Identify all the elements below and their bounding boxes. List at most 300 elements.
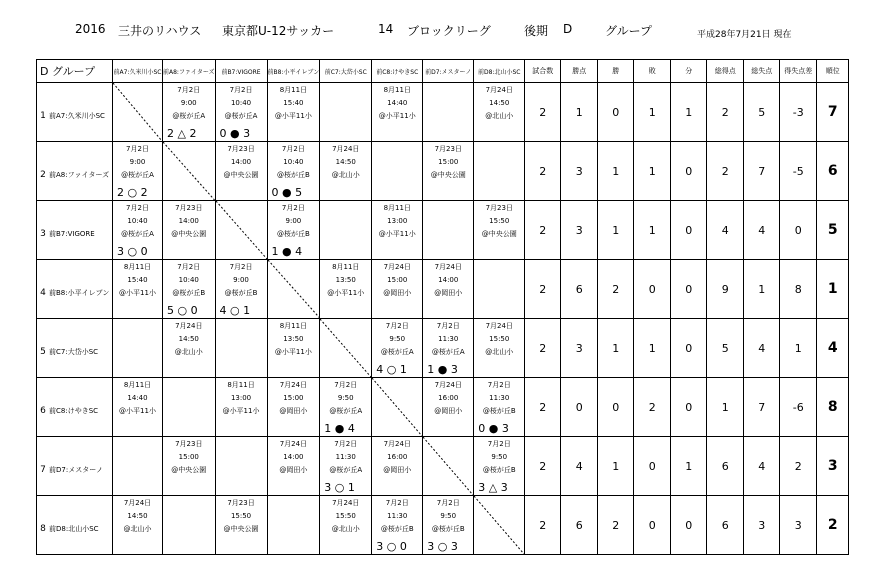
match-time: 15:40 [127,276,148,284]
stat-value: 4 [744,437,780,496]
match-time: 15:50 [335,512,356,520]
match-time: 14:00 [230,158,252,166]
stat-value: 4 [707,201,744,260]
match-venue: @桜が丘A [380,348,414,356]
match-cell [113,378,163,437]
match-cell [163,319,216,378]
match-date: 7月2日 [436,499,460,507]
match-venue: @桜が丘B [172,289,206,297]
stat-value: 2 [598,496,634,555]
stat-value: 1 [598,201,634,260]
match-cell [423,260,474,319]
match-venue: @桜が丘A [431,348,465,356]
match-venue: @小平11小 [327,289,365,297]
stat-value: 1 [598,437,634,496]
stat-value: 1 [634,83,671,142]
match-cell [320,378,372,437]
match-venue: @桜が丘B [276,230,310,238]
stat-value: 3 [780,496,817,555]
match-cell [113,319,163,378]
stat-value: 1 [598,319,634,378]
match-cell [423,83,474,142]
column-team-header: 前B7:VIGORE [215,60,267,83]
match-cell [372,201,423,260]
column-team-header: 前D8:北山小SC [474,60,525,83]
match-cell [215,319,267,378]
stat-value: 2 [634,378,671,437]
row-number: 7 [40,464,46,475]
diagonal-line [372,378,422,436]
column-team-header: 前A8:ファイターズ [163,60,216,83]
table-row [37,378,849,437]
match-time: 14:50 [335,158,356,166]
match-time: 15:50 [230,512,252,520]
row-number: 1 [40,110,46,121]
stat-value: 6 [707,496,744,555]
stat-value: 6 [561,496,598,555]
match-time: 15:00 [387,276,408,284]
match-time: 11:30 [438,335,459,343]
match-score: 3 ○ 0 [376,540,407,553]
match-venue: @中央公園 [430,171,466,179]
table-row [37,319,849,378]
match-cell [113,201,163,260]
stat-value: 1 [671,83,707,142]
stat-value: 5 [744,83,780,142]
match-date: 7月23日 [175,204,203,212]
match-cell [423,496,474,555]
match-time: 14:00 [438,276,459,284]
stat-value: -3 [780,83,817,142]
match-cell [372,437,423,496]
stat-value: 3 [744,496,780,555]
match-time: 10:40 [230,99,252,107]
match-date: 7月2日 [487,440,511,448]
match-cell [474,201,525,260]
row-team-cell [37,378,113,437]
match-cell [267,496,320,555]
match-venue: @岡田小 [279,407,308,415]
match-score: 3 △ 3 [478,481,508,494]
rank-value: 8 [817,378,849,437]
match-time: 9:50 [491,453,508,461]
stat-value: 2 [525,319,561,378]
rank-value: 2 [817,496,849,555]
match-date: 7月24日 [485,322,513,330]
stat-value: 1 [744,260,780,319]
match-cell [215,260,267,319]
match-date: 7月24日 [123,499,152,507]
stat-value: 0 [671,201,707,260]
match-score: 0 ● 3 [478,422,509,435]
match-cell [320,260,372,319]
match-venue: @北山小 [331,171,360,179]
match-date: 7月24日 [383,440,411,448]
match-cell [113,437,163,496]
match-time: 14:00 [283,453,304,461]
match-venue: @小平11小 [274,112,312,120]
match-date: 7月24日 [332,499,360,507]
stat-column-header: 敗 [634,60,671,83]
match-score: 3 ○ 3 [427,540,458,553]
match-venue: @桜が丘A [121,230,154,238]
stat-value: 1 [780,319,817,378]
header-sponsor: 三井のリハウス [118,24,202,38]
match-venue: @小平11小 [119,407,156,415]
match-venue: @桜が丘A [224,112,258,120]
diagonal-line [423,437,473,495]
stat-value: 0 [634,260,671,319]
match-cell [163,496,216,555]
stat-value: 1 [671,437,707,496]
header-row [37,60,849,83]
diagonal-line [320,319,371,377]
row-team-name: 前C7:大岱小SC [49,347,99,356]
match-cell [267,201,320,260]
stat-value: 7 [744,378,780,437]
table-row [37,201,849,260]
match-cell [423,319,474,378]
match-time: 13:00 [230,394,252,402]
stat-value: 0 [671,319,707,378]
match-score: 1 ● 4 [271,245,303,258]
match-time: 13:50 [283,335,304,343]
match-time: 16:00 [387,453,408,461]
match-venue: @中央公園 [171,466,207,474]
match-venue: @桜が丘B [431,525,465,533]
column-team-header: 前C7:大岱小SC [320,60,372,83]
match-cell [372,83,423,142]
match-time: 9:50 [440,512,457,520]
match-venue: @岡田小 [434,407,463,415]
row-number: 3 [40,228,46,239]
stat-value: 6 [561,260,598,319]
header-phase: 後期 [524,24,549,38]
match-date: 8月11日 [332,263,360,271]
row-number: 8 [40,523,46,534]
self-match-cell [267,260,320,319]
match-date: 7月2日 [126,204,149,212]
match-venue: @小平11小 [274,348,312,356]
match-venue: @岡田小 [383,289,412,297]
match-date: 8月11日 [279,86,308,94]
stat-value: 0 [671,378,707,437]
match-cell [372,260,423,319]
match-time: 15:00 [178,453,199,461]
rank-value: 3 [817,437,849,496]
match-score: 5 ○ 0 [167,304,198,317]
match-cell [163,201,216,260]
stat-value: 2 [525,142,561,201]
stat-value: 1 [634,142,671,201]
match-venue: @中央公園 [223,171,259,179]
match-time: 14:50 [127,512,148,520]
match-cell [372,319,423,378]
match-venue: @桜が丘B [482,407,516,415]
match-date: 8月11日 [383,204,411,212]
match-time: 10:40 [178,276,199,284]
match-time: 14:40 [127,394,148,402]
row-team-cell [37,201,113,260]
match-date: 7月24日 [279,381,308,389]
match-date: 8月11日 [227,381,255,389]
match-venue: @桜が丘A [329,466,363,474]
match-date: 7月24日 [332,145,360,153]
stat-value: 9 [707,260,744,319]
match-date: 7月2日 [385,322,409,330]
stat-value: 2 [525,437,561,496]
match-time: 15:50 [489,335,510,343]
stat-value: 4 [744,319,780,378]
match-cell [113,260,163,319]
row-team-cell [37,319,113,378]
self-match-cell [215,201,267,260]
match-venue: @岡田小 [434,289,463,297]
match-date: 7月24日 [175,322,203,330]
stat-value: 2 [780,437,817,496]
match-date: 7月2日 [281,204,305,212]
match-cell [267,142,320,201]
rank-value: 1 [817,260,849,319]
stat-value: 2 [707,142,744,201]
match-date: 7月23日 [227,145,255,153]
group-corner-label: D グループ [37,60,113,83]
match-date: 7月23日 [434,145,462,153]
stat-value: 7 [744,142,780,201]
stat-value: 0 [671,142,707,201]
match-date: 7月2日 [229,86,253,94]
stat-value: 0 [780,201,817,260]
match-venue: @桜が丘B [224,289,258,297]
match-score: 1 ● 4 [324,422,355,435]
match-cell [267,378,320,437]
match-venue: @岡田小 [383,466,412,474]
row-number: 4 [40,287,46,298]
stat-column-header: 分 [671,60,707,83]
match-date: 7月23日 [227,499,255,507]
match-venue: @桜が丘A [172,112,206,120]
row-team-cell [37,142,113,201]
match-date: 7月2日 [281,145,305,153]
match-score: 0 ● 5 [271,186,303,199]
header-group-letter: D [563,22,573,36]
stat-value: 2 [525,378,561,437]
match-date: 8月11日 [279,322,308,330]
match-cell [215,142,267,201]
match-time: 14:00 [178,217,199,225]
stat-column-header: 勝 [598,60,634,83]
match-date: 7月23日 [485,204,513,212]
self-match-cell [423,437,474,496]
match-time: 9:50 [337,394,354,402]
match-time: 15:40 [283,99,304,107]
match-date: 7月2日 [229,263,253,271]
match-venue: @岡田小 [279,466,308,474]
stat-value: 1 [598,142,634,201]
match-date: 8月11日 [123,263,152,271]
match-date: 7月24日 [434,381,462,389]
row-number: 2 [40,169,46,180]
rank-value: 5 [817,201,849,260]
header-group-word: グループ [605,24,653,38]
self-match-cell [474,496,525,555]
stat-value: 1 [634,319,671,378]
match-venue: @小平11小 [119,289,156,297]
match-cell [372,142,423,201]
row-number: 5 [40,346,46,357]
self-match-cell [163,142,216,201]
stat-value: -6 [780,378,817,437]
match-time: 14:50 [489,99,510,107]
match-venue: @中央公園 [223,525,259,533]
match-venue: @桜が丘A [121,171,154,179]
stat-value: 2 [525,496,561,555]
match-cell [474,319,525,378]
match-date: 7月2日 [177,263,201,271]
stat-column-header: 試合数 [525,60,561,83]
match-score: 2 ○ 2 [117,186,148,199]
match-score: 4 ○ 1 [376,363,407,376]
match-score: 2 △ 2 [167,127,197,140]
match-time: 14:40 [387,99,408,107]
match-cell [113,142,163,201]
match-cell [267,319,320,378]
match-venue: @小平11小 [222,407,260,415]
match-time: 10:40 [283,158,304,166]
stat-value: 0 [561,378,598,437]
row-team-name: 前B8:小平イレブン [49,288,110,297]
page-header [0,0,892,50]
match-cell [474,142,525,201]
stat-value: 3 [561,142,598,201]
match-time: 9:50 [389,335,406,343]
match-date: 7月2日 [177,86,201,94]
match-score: 0 ● 3 [219,127,251,140]
column-team-header: 前B8:小平イレブン [267,60,320,83]
stat-value: 0 [634,496,671,555]
match-date: 8月11日 [123,381,152,389]
match-time: 9:00 [180,99,197,107]
stat-value: 4 [744,201,780,260]
rank-value: 4 [817,319,849,378]
header-block-word: ブロックリーグ [407,24,491,38]
stat-value: 3 [561,319,598,378]
match-venue: @桜が丘A [329,407,363,415]
diagonal-line [216,201,267,259]
match-time: 16:00 [438,394,459,402]
stat-column-header: 得失点差 [780,60,817,83]
match-cell [215,83,267,142]
table-row [37,142,849,201]
column-team-header: 前C8:けやきSC [372,60,423,83]
match-time: 10:40 [127,217,148,225]
match-venue: @北山小 [331,525,360,533]
match-time: 9:00 [233,276,249,284]
match-cell [320,142,372,201]
stat-value: 2 [598,260,634,319]
match-cell [215,437,267,496]
header-block-number: 14 [378,22,394,36]
match-venue: @北山小 [123,525,152,533]
stat-value: 2 [525,260,561,319]
league-table [36,59,849,555]
stat-value: -5 [780,142,817,201]
match-venue: @北山小 [174,348,203,356]
match-venue: @中央公園 [171,230,207,238]
match-time: 13:50 [335,276,356,284]
match-date: 7月24日 [485,86,513,94]
row-number: 6 [40,405,46,416]
match-cell [215,378,267,437]
row-team-name: 前A8:ファイターズ [49,170,110,179]
match-date: 7月24日 [279,440,308,448]
match-time: 9:00 [285,217,302,225]
match-score: 3 ○ 0 [117,245,148,258]
match-time: 15:00 [438,158,459,166]
diagonal-line [474,496,524,554]
match-cell [423,201,474,260]
rank-value: 6 [817,142,849,201]
match-time: 11:30 [489,394,510,402]
match-cell [423,378,474,437]
row-team-name: 前D8:北山小SC [49,524,99,533]
match-cell [320,201,372,260]
match-cell [372,496,423,555]
match-time: 13:00 [387,217,408,225]
match-time: 15:00 [283,394,304,402]
match-date: 7月2日 [126,145,149,153]
table-row [37,437,849,496]
match-cell [320,496,372,555]
match-time: 9:00 [129,158,146,166]
match-venue: @北山小 [485,112,514,120]
match-venue: @桜が丘B [482,466,516,474]
stat-value: 4 [561,437,598,496]
match-date: 7月2日 [334,440,358,448]
stat-value: 1 [634,201,671,260]
self-match-cell [113,83,163,142]
match-time: 11:30 [335,453,356,461]
stat-value: 2 [525,83,561,142]
row-team-cell [37,437,113,496]
table-row [37,496,849,555]
match-cell [267,437,320,496]
header-year: 2016 [75,22,106,36]
column-team-header: 前D7:メスターノ [423,60,474,83]
match-cell [163,260,216,319]
match-cell [474,378,525,437]
diagonal-line [163,142,215,200]
stat-value: 3 [561,201,598,260]
row-team-name: 前A7:久米川小SC [49,111,105,120]
stat-column-header: 勝点 [561,60,598,83]
match-date: 7月23日 [175,440,203,448]
match-venue: @中央公園 [481,230,517,238]
match-venue: @小平11小 [378,230,416,238]
stat-value: 2 [525,201,561,260]
match-venue: @小平11小 [378,112,416,120]
row-team-cell [37,496,113,555]
match-cell [163,437,216,496]
stat-value: 1 [707,378,744,437]
match-score: 1 ● 3 [427,363,458,376]
match-time: 11:30 [387,512,408,520]
stat-value: 6 [707,437,744,496]
stat-value: 0 [598,378,634,437]
match-cell [215,496,267,555]
table-row [37,83,849,142]
stat-value: 0 [671,260,707,319]
